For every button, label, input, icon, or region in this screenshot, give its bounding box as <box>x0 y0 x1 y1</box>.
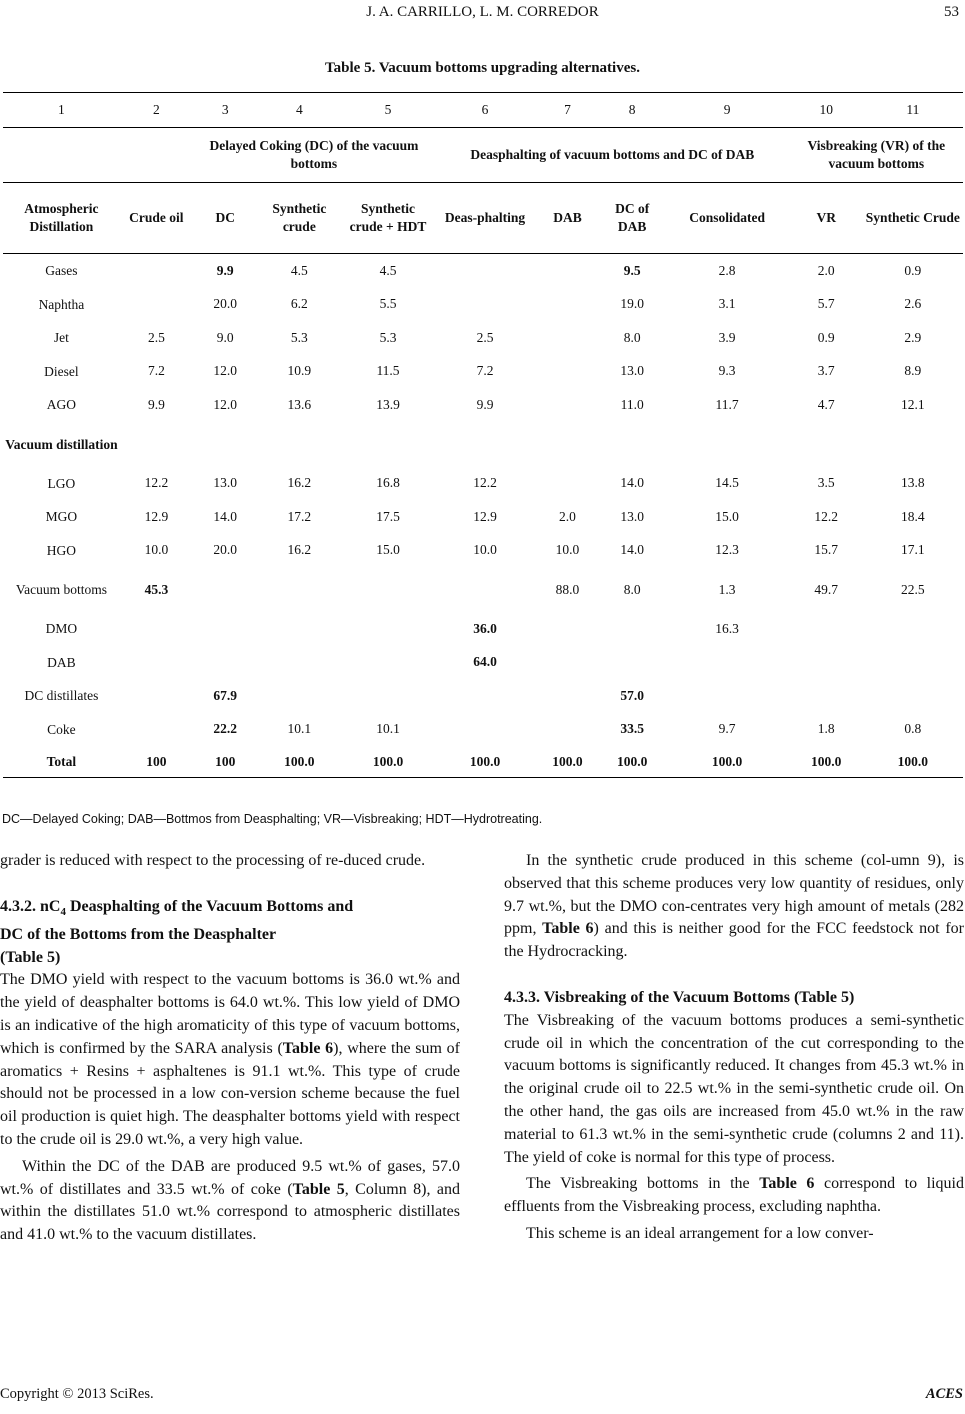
table-cell: 16.2 <box>287 542 312 558</box>
table-cell: 10.1 <box>376 721 400 737</box>
table-cell <box>120 612 193 646</box>
table-row <box>3 679 963 713</box>
table-cell <box>535 388 600 422</box>
table-cell <box>193 567 258 612</box>
column-header: Synthetic crude <box>258 183 341 254</box>
table-cell <box>258 646 341 680</box>
table-cell: 13.0 <box>620 508 644 524</box>
table-cell: 13.6 <box>287 396 312 412</box>
row-label: LGO <box>47 475 76 491</box>
table-cell: 1.3 <box>718 581 736 597</box>
table-cell: 4.7 <box>817 396 835 412</box>
table-cell <box>535 713 600 747</box>
row-label: Coke <box>47 721 76 737</box>
running-head-authors: J. A. CARRILLO, L. M. CORREDOR <box>366 4 599 20</box>
table-cell: 10.0 <box>555 542 580 558</box>
row-label: AGO <box>46 397 77 413</box>
table-cell: 9.3 <box>718 363 736 379</box>
table-cell <box>258 612 341 646</box>
table-cell: 15.7 <box>814 542 839 558</box>
table-cell: 2.0 <box>817 262 835 278</box>
table-cell: 4.5 <box>379 262 397 278</box>
table-row <box>3 388 963 422</box>
table-cell <box>120 422 193 467</box>
table-cell: 1.8 <box>817 721 835 737</box>
table-cell: 5.5 <box>379 296 397 312</box>
paragraph: The Visbreaking bottoms in the Table 6 correspond to liquid effluents from the Visbreaking process, excluding naphtha. <box>504 1175 964 1216</box>
table-cell: 2.6 <box>904 296 922 312</box>
table-reference[interactable]: Table 6 <box>282 1039 334 1057</box>
table-cell: 5.7 <box>817 296 835 312</box>
table-cell: 12.3 <box>715 542 739 558</box>
paragraph: The DMO yield with respect to the vacuum bottoms is 36.0 wt.% and the yield of deasphalter bottoms is 64.0 wt.%. This low yield of DMO is an indicative of the high aromaticity of this type of vacuum bottoms, which is confirmed by the SARA analysis (Table 6), where the sum of aromatics + Resins + asphaltenes is 91.1 wt.%. This type of crude should not be processed in a low con-version scheme because the fuel oil production is quiet high. The deasphalter bottoms yield with respect to the crude oil is 29.0 wt.%, a very high value. <box>0 971 460 1148</box>
paragraph: grader is reduced with respect to the processing of re-duced crude. <box>0 852 426 869</box>
table-cell: 12.1 <box>901 396 925 412</box>
table-cell <box>258 422 341 467</box>
column-header: Atmospheric Distillation <box>3 183 120 254</box>
row-label: HGO <box>46 542 77 558</box>
group-deasphalting: Deasphalting of vacuum bottoms and DC of DAB <box>470 147 755 162</box>
table-cell: 14.0 <box>620 475 644 491</box>
column-number: 8 <box>600 93 665 128</box>
table-cell: 12.9 <box>473 508 497 524</box>
table-cell: 9.5 <box>623 262 641 278</box>
table-cell: 100 <box>193 746 258 778</box>
table-cell: 8.0 <box>623 581 641 597</box>
table-cell: 5.3 <box>379 329 397 345</box>
table-cell <box>193 422 258 467</box>
table-cell <box>535 467 600 501</box>
table-cell: 0.9 <box>904 262 922 278</box>
column-header: Synthetic crude + HDT <box>341 183 435 254</box>
table-cell <box>535 646 600 680</box>
table-cell: 13.0 <box>620 363 644 379</box>
table-cell: 45.3 <box>144 581 169 597</box>
section-heading-4-3-2: 4.3.2. $nC_4$ Deasphalting of the Vacuum Bottoms and DC of the Bottoms from the Deasphalter (Table 5) <box>0 897 354 966</box>
section-heading-4-3-3: 4.3.3. Visbreaking of the Vacuum Bottoms (Table 5) <box>504 988 855 1006</box>
column-number: 2 <box>120 93 193 128</box>
paragraph: This scheme is an ideal arrangement for a low conver- <box>526 1224 874 1242</box>
table-cell: 8.0 <box>623 329 641 345</box>
table-cell <box>258 679 341 713</box>
table-cell <box>435 288 535 322</box>
table-cell <box>258 567 341 612</box>
table-cell: 2.9 <box>904 329 922 345</box>
paragraph: Within the DC of the DAB are produced 9.5 wt.% of gases, 57.0 wt.% of distillates and 33.5 wt.% of coke (Table 5, Column 8), and within the distillates 51.0 wt.% correspond to atmospheric distillates and 41.0 wt.% to the vacuum distillates. <box>0 1157 460 1244</box>
row-label: Total <box>3 746 120 778</box>
group-dc: Delayed Coking (DC) of the vacuum bottoms <box>209 138 419 171</box>
journal-name: ACES <box>925 1386 963 1402</box>
table-cell <box>790 422 863 467</box>
table-cell: 16.2 <box>287 475 312 491</box>
table-caption: Table 5. Vacuum bottoms upgrading alternatives. <box>325 60 640 76</box>
table-row <box>3 534 963 568</box>
table-cell: 3.5 <box>817 475 835 491</box>
table-row <box>3 612 963 646</box>
table-cell: 100.0 <box>665 746 790 778</box>
table-cell: 100.0 <box>600 746 665 778</box>
table-cell: 10.0 <box>473 542 497 558</box>
row-label: MGO <box>45 509 78 525</box>
table-cell: 0.9 <box>817 329 835 345</box>
table-cell: 12.9 <box>144 508 169 524</box>
table-cell: 17.1 <box>901 542 925 558</box>
table-cell: 3.1 <box>718 296 736 312</box>
table-cell <box>665 422 790 467</box>
table-cell: 11.5 <box>376 363 400 379</box>
table-cell: 10.0 <box>144 542 169 558</box>
table-cell <box>600 646 665 680</box>
column-header-row <box>3 183 963 254</box>
table-cell: 17.2 <box>287 508 312 524</box>
row-label: DC distillates <box>24 688 99 704</box>
table-cell <box>120 254 193 288</box>
paragraph: In the synthetic crude produced in this scheme (col-umn 9), is observed that this scheme produces very low quantity of residues, only 9.7 wt.%, but the DMO con-centrates very high amount of metals (282 ppm, Table 6) and this is neither good for the FCC feedstock not for the Hydrocracking. <box>504 852 964 961</box>
table-cell <box>790 679 863 713</box>
table-cell: 13.9 <box>376 396 400 412</box>
table-cell: 7.2 <box>476 363 494 379</box>
table-cell: 100.0 <box>258 746 341 778</box>
table-cell: 49.7 <box>814 581 839 597</box>
column-number: 10 <box>790 93 863 128</box>
table-cell: 18.4 <box>901 508 925 524</box>
table-cell <box>535 612 600 646</box>
table-cell: 4.5 <box>290 262 308 278</box>
table-row <box>3 254 963 288</box>
table-cell: 9.9 <box>147 396 165 412</box>
table-cell: 2.5 <box>147 329 165 345</box>
table-cell: 8.9 <box>904 363 922 379</box>
table-cell: 12.2 <box>473 475 497 491</box>
table-cell: 3.9 <box>718 329 736 345</box>
table-cell <box>790 646 863 680</box>
table-cell: 9.9 <box>476 396 494 412</box>
table-reference[interactable]: Table 5 <box>292 1180 345 1198</box>
table-cell: 7.2 <box>147 363 165 379</box>
table-cell: 12.2 <box>814 508 839 524</box>
table-cell <box>535 422 600 467</box>
copyright: Copyright © 2013 SciRes. <box>0 1386 154 1402</box>
table-cell: 15.0 <box>715 508 739 524</box>
column-header: DAB <box>535 183 600 254</box>
table-cell: 36.0 <box>473 620 497 636</box>
table-row <box>3 355 963 389</box>
table-cell: 20.0 <box>213 296 238 312</box>
column-number: 9 <box>665 93 790 128</box>
table-cell: 15.0 <box>376 542 400 558</box>
column-header: Synthetic Crude <box>863 183 963 254</box>
column-header: Deas-phalting <box>435 183 535 254</box>
table-cell: 13.8 <box>901 475 925 491</box>
table-cell <box>341 567 435 612</box>
table-cell <box>665 679 790 713</box>
table-cell: 12.0 <box>213 363 238 379</box>
table-cell <box>120 646 193 680</box>
table-cell: 20.0 <box>213 542 238 558</box>
right-column <box>504 850 964 1246</box>
table-cell <box>535 355 600 389</box>
table-cell <box>193 646 258 680</box>
table-cell: 33.5 <box>620 721 644 737</box>
table-cell <box>665 646 790 680</box>
table-row <box>3 567 963 612</box>
table-cell <box>600 612 665 646</box>
table-cell: 3.7 <box>817 363 835 379</box>
table-cell: 16.3 <box>715 620 739 636</box>
table-cell <box>120 679 193 713</box>
column-number: 7 <box>535 93 600 128</box>
table-cell <box>535 321 600 355</box>
table-cell: 9.9 <box>216 262 234 278</box>
left-column <box>0 850 460 1247</box>
column-header: Consolidated <box>665 183 790 254</box>
paragraph: The Visbreaking of the vacuum bottoms produces a semi-synthetic crude oil in which the concentration of the cut corresponding to the vacuum bottoms is significantly reduced. It changes from 45.3 wt.% in the original crude oil to 22.5 wt.% in the semi-synthetic crude oil. On the other hand, the gas oils are increased from 45.0 wt.% in the raw material to 61.3 wt.% in the semi-synthetic crude (columns 2 and 11). The yield of coke is normal for this type of process. <box>504 1011 964 1166</box>
table-cell <box>341 679 435 713</box>
table-cell: 5.3 <box>290 329 308 345</box>
table-row <box>3 500 963 534</box>
table-cell: 11.7 <box>715 396 739 412</box>
row-label: Jet <box>53 330 69 346</box>
column-header: DC <box>193 183 258 254</box>
table-cell <box>863 612 963 646</box>
table-cell: 2.5 <box>476 329 494 345</box>
column-number: 11 <box>863 93 963 128</box>
table-cell <box>341 646 435 680</box>
column-number: 3 <box>193 93 258 128</box>
table-cell <box>435 567 535 612</box>
table-row <box>3 713 963 747</box>
table-cell <box>863 646 963 680</box>
table-cell <box>790 612 863 646</box>
group-header-row <box>3 128 963 183</box>
table-cell: 2.8 <box>718 262 736 278</box>
table-cell: 57.0 <box>620 687 644 703</box>
running-head <box>0 4 965 24</box>
table-cell <box>535 288 600 322</box>
table-cell <box>120 713 193 747</box>
table-footnote: DC—Delayed Coking; DAB—Bottmos from Deasphalting; VR—Visbreaking; HDT—Hydrotreating. <box>2 812 543 826</box>
row-label: Vacuum distillation <box>5 436 118 452</box>
table-cell: 9.0 <box>216 329 234 345</box>
table-reference[interactable]: Table 6 <box>759 1175 815 1193</box>
table-cell: 100.0 <box>341 746 435 778</box>
table-row <box>3 646 963 680</box>
table-cell: 100.0 <box>863 746 963 778</box>
table-cell: 14.0 <box>620 542 644 558</box>
table-cell <box>435 254 535 288</box>
row-label: DMO <box>45 621 78 637</box>
table-cell <box>600 422 665 467</box>
column-number: 5 <box>341 93 435 128</box>
table-row <box>3 746 963 778</box>
row-label: Gases <box>45 263 78 279</box>
table-cell: 0.8 <box>904 721 922 737</box>
table-row <box>3 321 963 355</box>
table-cell <box>435 679 535 713</box>
table-cell: 2.0 <box>559 508 576 524</box>
table-cell: 100 <box>120 746 193 778</box>
column-number: 4 <box>258 93 341 128</box>
table-cell: 19.0 <box>620 296 644 312</box>
table-cell: 88.0 <box>555 581 580 597</box>
row-label: Naphtha <box>38 296 85 312</box>
table-cell: 11.0 <box>620 396 644 412</box>
table-cell: 17.5 <box>376 508 400 524</box>
table-cell: 9.7 <box>718 721 736 737</box>
table-cell <box>120 288 193 322</box>
page-footer <box>0 1386 965 1408</box>
table-cell <box>193 612 258 646</box>
table-cell: 100.0 <box>535 746 600 778</box>
column-header: DC of DAB <box>600 183 665 254</box>
table-cell: 14.5 <box>715 475 739 491</box>
table-cell: 22.5 <box>901 581 925 597</box>
row-label: Vacuum bottoms <box>15 582 107 597</box>
column-header: Crude oil <box>120 183 193 254</box>
table-cell: 64.0 <box>473 654 497 670</box>
column-number: 1 <box>3 93 120 128</box>
table-cell: 12.2 <box>144 475 169 491</box>
table-cell: 10.1 <box>287 721 312 737</box>
table-cell <box>435 713 535 747</box>
column-number: 6 <box>435 93 535 128</box>
table-cell: 67.9 <box>213 687 238 703</box>
table-cell: 100.0 <box>790 746 863 778</box>
table-cell: 12.0 <box>213 396 238 412</box>
table-row <box>3 288 963 322</box>
table-cell: 6.2 <box>290 296 308 312</box>
table-cell <box>435 422 535 467</box>
table-cell <box>341 612 435 646</box>
table-cell <box>535 254 600 288</box>
table-cell <box>863 422 963 467</box>
column-number-row <box>3 93 963 128</box>
table-cell <box>863 679 963 713</box>
table-cell: 14.0 <box>213 508 238 524</box>
group-vr: Visbreaking (VR) of the vacuum bottoms <box>807 138 946 171</box>
table-row <box>3 467 963 501</box>
table-cell: 13.0 <box>213 475 238 491</box>
table-reference[interactable]: Table 6 <box>542 920 594 938</box>
table-cell: 16.8 <box>376 475 400 491</box>
table-cell <box>535 679 600 713</box>
upgrading-table <box>3 92 963 778</box>
page-number: 53 <box>944 4 959 20</box>
table-cell: 10.9 <box>287 363 312 379</box>
table-cell: 100.0 <box>435 746 535 778</box>
table-row <box>3 422 963 467</box>
row-label: DAB <box>47 654 76 670</box>
table-cell: 22.2 <box>213 721 238 737</box>
table-cell <box>341 422 435 467</box>
row-label: Diesel <box>44 363 79 379</box>
column-header: VR <box>790 183 863 254</box>
